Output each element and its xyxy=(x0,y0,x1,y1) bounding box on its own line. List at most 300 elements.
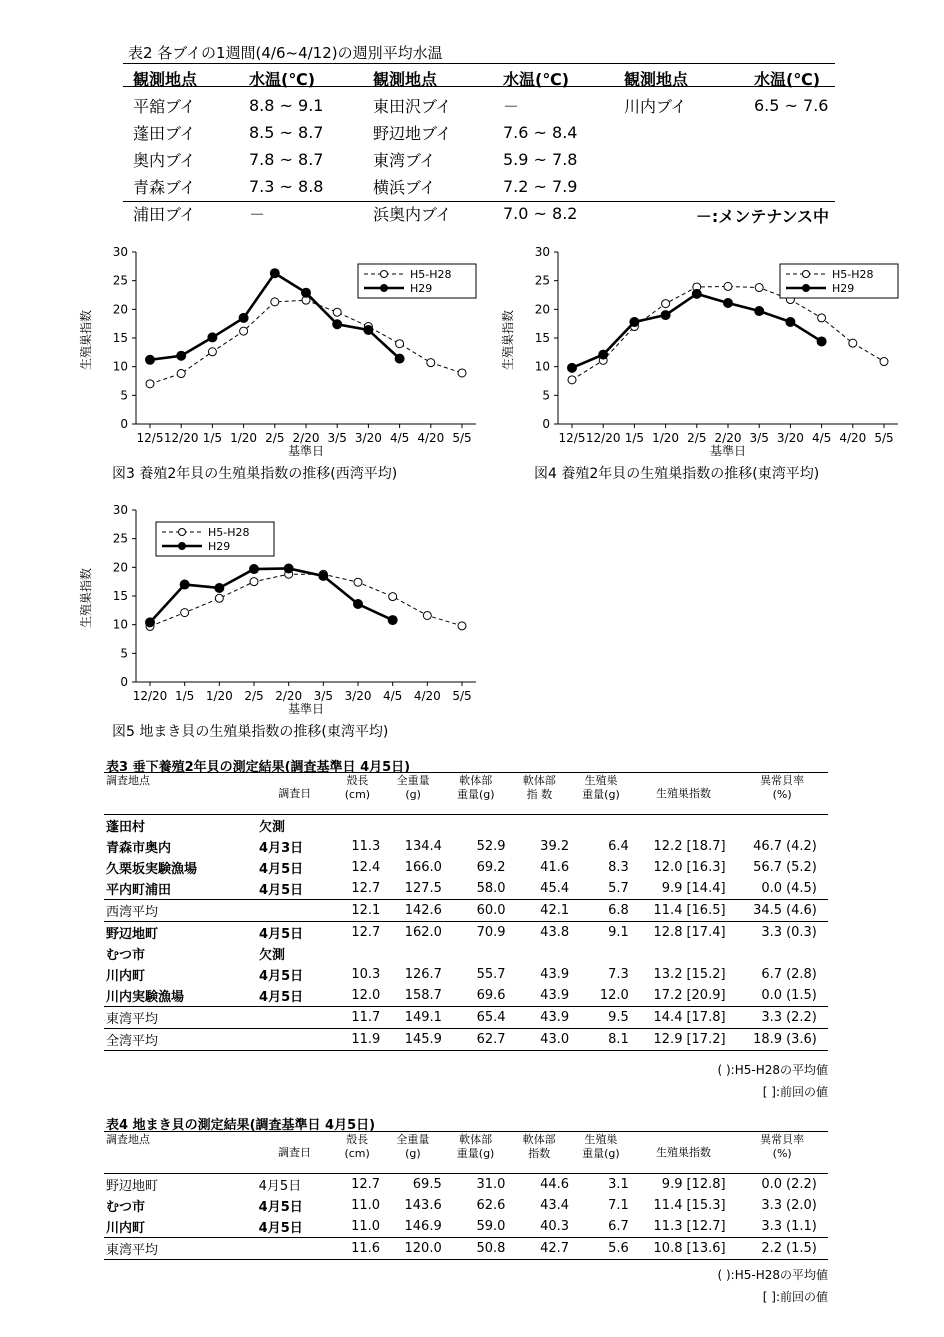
table2-cell: － xyxy=(249,205,266,224)
series-point xyxy=(271,298,279,306)
table2-cell: 5.9 ~ 7.8 xyxy=(503,150,578,169)
table4-cell-date xyxy=(257,1238,333,1260)
table3-cell-softidx: 43.9 xyxy=(508,985,572,1007)
table3 xyxy=(104,774,828,1051)
table3-cell-shell xyxy=(333,815,383,836)
table3-cell-date: 欠測 xyxy=(259,948,286,963)
table3-cell-gi xyxy=(631,943,685,964)
table3-cell-gi_prev: [15.2] xyxy=(686,967,726,982)
table3-cell-soft: 62.7 xyxy=(444,1029,508,1051)
series-point xyxy=(354,600,363,609)
table2-note: －:メンテナンス中 xyxy=(695,207,829,226)
table3-cell-date xyxy=(257,1007,333,1029)
x-axis-label: 基準日 xyxy=(709,444,747,458)
x-tick-label: 1/20 xyxy=(652,431,680,445)
y-tick-label: 20 xyxy=(112,302,128,317)
table3-cell-weight: 126.7 xyxy=(404,967,442,982)
series-point xyxy=(354,578,362,586)
table4-cell-gon: 6.7 xyxy=(571,1216,631,1238)
table3-cell-ab_avg xyxy=(784,815,828,836)
chart-fig4 xyxy=(500,240,920,490)
table4-row xyxy=(104,1174,828,1195)
table4-note-avg: ( ):H5-H28の平均値 xyxy=(717,1268,828,1282)
table3-cell-gi: 17.2 xyxy=(631,985,685,1007)
y-tick-label: 0 xyxy=(542,417,550,431)
series-point xyxy=(568,363,577,372)
table3-cell-softidx xyxy=(508,815,572,836)
table3-cell-gi_prev: [16.5] xyxy=(684,900,736,922)
series-point xyxy=(208,348,216,356)
series-point xyxy=(817,337,826,346)
table4-cell-name: 東湾平均 xyxy=(104,1238,257,1260)
table4-cell-softidx: 44.6 xyxy=(540,1177,570,1192)
table3-cell-weight: 162.0 xyxy=(382,922,444,944)
table4-row xyxy=(104,1238,828,1260)
x-tick-label: 1/5 xyxy=(202,431,223,445)
table3-cell-softidx: 45.4 xyxy=(508,878,572,900)
table3-cell-date: 欠測 xyxy=(259,820,286,835)
series-point xyxy=(250,578,258,586)
table2-cell: 8.8 ~ 9.1 xyxy=(249,96,324,115)
x-tick-label: 2/5 xyxy=(687,431,707,445)
table3-cell-soft: 58.0 xyxy=(444,878,508,900)
table3-cell-weight xyxy=(382,815,444,836)
table3-cell-shell: 12.4 xyxy=(351,860,381,875)
y-tick-label: 30 xyxy=(112,245,128,259)
table2-cell: 観測地点 xyxy=(133,70,198,89)
table3-cell-name: 川内実験漁場 xyxy=(104,985,257,1007)
table4-cell-gon: 3.1 xyxy=(608,1177,629,1192)
table4-cell-gi: 9.9 xyxy=(661,1177,683,1192)
table4-cell-gon: 7.1 xyxy=(608,1198,629,1213)
chart-title: 図5 地まき貝の生殖巣指数の推移(東湾平均) xyxy=(112,724,389,740)
y-tick-label: 25 xyxy=(112,531,128,546)
table4-header-cell: 調査地点 xyxy=(106,1133,150,1146)
table4-cell-ab_avg: (1.5) xyxy=(784,1238,828,1260)
table4-cell-date: 4月5日 xyxy=(258,1200,303,1215)
table3-cell-name: 川内町 xyxy=(106,969,146,984)
table2-cell: 東湾ブイ xyxy=(373,151,436,170)
table3-cell-gon: 7.3 xyxy=(608,967,629,982)
table4-header-cell: 調査日 xyxy=(277,1146,311,1159)
table2-cell xyxy=(623,174,751,199)
table3-cell-ab_avg: (5.2) xyxy=(786,860,817,875)
series-point xyxy=(177,370,185,378)
series-point xyxy=(388,616,397,625)
table3-cell-shell xyxy=(333,943,383,964)
x-tick-label: 1/5 xyxy=(624,431,645,445)
y-tick-label: 10 xyxy=(112,617,128,632)
x-tick-label: 2/20 xyxy=(275,689,303,703)
table3-cell-gi_prev: [17.4] xyxy=(684,922,736,944)
table4-header-cell: 軟体部 重量(g) xyxy=(456,1133,495,1160)
table3-cell-gon: 12.0 xyxy=(571,985,631,1007)
x-tick-label: 5/5 xyxy=(452,689,472,703)
table2-cell: 平舘ブイ xyxy=(133,97,196,116)
table3-cell-date: 4月5日 xyxy=(257,922,333,944)
x-tick-label: 4/20 xyxy=(413,689,441,703)
series-point xyxy=(724,282,732,290)
table3-cell-gi_prev: [14.4] xyxy=(684,878,736,900)
table3-cell-softidx: 43.9 xyxy=(508,1007,572,1029)
table2-cell: 野辺地ブイ xyxy=(373,124,452,143)
table4-cell-gi: 11.4 xyxy=(653,1198,683,1213)
table3-cell-name: むつ市 xyxy=(106,948,146,963)
y-tick-label: 10 xyxy=(534,359,550,374)
table3-row xyxy=(104,922,828,944)
table3-cell-shell: 12.7 xyxy=(333,878,383,900)
table3-cell-name: 野辺地町 xyxy=(104,922,257,944)
table3-cell-gi: 9.9 xyxy=(631,878,685,900)
series-point xyxy=(849,339,857,347)
table3-cell-ab_avg: (2.8) xyxy=(786,967,817,982)
table3-cell-softidx: 42.1 xyxy=(508,900,572,922)
y-tick-label: 5 xyxy=(542,388,550,403)
table4-cell-ab_avg: (1.1) xyxy=(784,1216,828,1238)
table4-cell-ab: 3.3 xyxy=(761,1198,783,1213)
x-tick-label: 4/5 xyxy=(811,431,832,445)
table2-cell: 水温(℃) xyxy=(503,70,570,89)
table3-cell-softidx xyxy=(508,943,572,964)
x-tick-label: 3/5 xyxy=(327,431,347,445)
table3-cell-shell: 11.9 xyxy=(333,1029,383,1051)
table3-cell-shell: 10.3 xyxy=(351,967,381,982)
chart-fig3 xyxy=(78,240,498,490)
x-tick-label: 5/5 xyxy=(874,431,894,445)
table3-cell-gi: 14.4 xyxy=(631,1007,685,1029)
table4-cell-weight: 69.5 xyxy=(412,1177,442,1192)
x-tick-label: 3/5 xyxy=(749,431,769,445)
x-tick-label: 3/5 xyxy=(313,689,333,703)
series-point xyxy=(692,289,701,298)
x-tick-label: 4/20 xyxy=(839,431,867,445)
table3-cell-weight: 166.0 xyxy=(404,860,442,875)
table2-cell xyxy=(753,120,855,145)
table3-cell-ab_avg: (3.6) xyxy=(784,1029,828,1051)
x-tick-label: 1/20 xyxy=(205,689,233,703)
table3-cell-soft: 65.4 xyxy=(444,1007,508,1029)
legend-swatch-marker xyxy=(179,543,186,550)
table3-cell-gon: 9.1 xyxy=(571,922,631,944)
series-point xyxy=(146,618,155,627)
table3-cell-ab: 0.0 xyxy=(736,878,784,900)
table2-cell xyxy=(753,147,855,172)
table3-cell-name: 青森市奥内 xyxy=(106,841,172,856)
table4-cell-gi_prev: [12.8] xyxy=(686,1177,726,1192)
table3-cell-gi: 11.4 xyxy=(631,900,685,922)
chart-fig5 xyxy=(78,498,498,748)
series-point xyxy=(880,358,888,366)
table3-cell-gi_prev: [20.9] xyxy=(684,985,736,1007)
table4-cell-softidx: 43.4 xyxy=(540,1198,570,1213)
table3-cell-ab_avg: (1.5) xyxy=(784,985,828,1007)
table4-cell-date: 4月5日 xyxy=(258,1179,302,1194)
table3-cell-gon: 6.8 xyxy=(571,900,631,922)
table4-cell-gi_prev: [15.3] xyxy=(686,1198,726,1213)
table4-cell-name: 野辺地町 xyxy=(106,1179,159,1194)
table3-cell-gi xyxy=(631,815,685,836)
table4-header-cell: 生殖巣 重量(g) xyxy=(582,1133,620,1160)
table3-cell-ab: 6.7 xyxy=(761,967,783,982)
series-point xyxy=(215,583,224,592)
table3-cell-weight: 134.4 xyxy=(404,839,442,854)
x-axis-label: 基準日 xyxy=(287,702,325,716)
table3-cell-name: 蓬田村 xyxy=(106,820,146,835)
table4-cell-weight: 146.9 xyxy=(382,1216,444,1238)
table3-row xyxy=(104,815,828,836)
series-point xyxy=(364,325,373,334)
table3-title: 表3 垂下養殖2年貝の測定結果(調査基準日 4月5日) xyxy=(106,760,411,775)
table3-cell-softidx: 43.8 xyxy=(508,922,572,944)
series-point xyxy=(208,333,217,342)
table3-cell-shell: 12.7 xyxy=(333,922,383,944)
table3-header-cell: 軟体部 指 数 xyxy=(522,774,556,801)
table3-cell-date: 4月5日 xyxy=(257,985,333,1007)
x-tick-label: 1/5 xyxy=(175,689,195,703)
series-line xyxy=(572,294,822,368)
table3-cell-soft: 60.0 xyxy=(444,900,508,922)
table4-note-prev: [ ]:前回の値 xyxy=(762,1290,828,1304)
table3-cell-weight: 158.7 xyxy=(382,985,444,1007)
table4-cell-shell: 12.7 xyxy=(351,1177,381,1192)
x-tick-label: 1/20 xyxy=(230,431,258,445)
table4-cell-ab_avg: (2.2) xyxy=(786,1177,817,1192)
table3-note-prev: [ ]:前回の値 xyxy=(762,1085,828,1099)
chart-title: 図3 養殖2年貝の生殖巣指数の推移(西湾平均) xyxy=(112,466,398,482)
table3-cell-ab xyxy=(736,815,784,836)
table2-cell: 6.5 ~ 7.6 xyxy=(754,96,829,115)
table3-row xyxy=(104,964,828,985)
table3-cell-gi_prev: [17.8] xyxy=(684,1007,736,1029)
table3-cell-gon xyxy=(571,815,631,836)
table4-cell-ab: 3.3 xyxy=(736,1216,784,1238)
series-point xyxy=(319,571,328,580)
y-axis-label: 生殖巣指数 xyxy=(79,309,93,371)
table3-cell-date: 4月3日 xyxy=(259,841,304,856)
table2-cell: 7.3 ~ 8.8 xyxy=(249,177,324,196)
table3-header-cell: 調査日 xyxy=(278,787,312,800)
series-point xyxy=(215,594,223,602)
series-point xyxy=(250,565,259,574)
y-tick-label: 20 xyxy=(112,560,128,575)
table3-cell-soft xyxy=(444,943,508,964)
table3-cell-gon: 9.5 xyxy=(571,1007,631,1029)
y-tick-label: 30 xyxy=(534,245,550,259)
table4-cell-weight: 120.0 xyxy=(382,1238,444,1260)
series-point xyxy=(458,622,466,630)
table4-cell-weight: 143.6 xyxy=(404,1198,442,1213)
table3-cell-gi_prev xyxy=(684,815,736,836)
table3-cell-gon: 6.4 xyxy=(608,839,629,854)
series-point xyxy=(240,327,248,335)
series-point xyxy=(423,611,431,619)
series-point xyxy=(333,320,342,329)
series-point xyxy=(662,300,670,308)
table3-cell-gon xyxy=(571,943,631,964)
table4-cell-name: 川内町 xyxy=(104,1216,257,1238)
table2-cell: 浦田ブイ xyxy=(133,205,196,224)
series-point xyxy=(818,314,826,322)
series-point xyxy=(333,308,341,316)
table2-cell: 8.5 ~ 8.7 xyxy=(249,123,324,142)
table3-cell-gon: 5.7 xyxy=(571,878,631,900)
table3-row xyxy=(104,1029,828,1051)
table4-cell-shell: 11.6 xyxy=(332,1238,382,1260)
table4-cell-shell: 11.0 xyxy=(332,1216,382,1238)
table2-cell: 7.0 ~ 8.2 xyxy=(503,204,578,223)
table3-cell-gi: 12.8 xyxy=(631,922,685,944)
y-tick-label: 5 xyxy=(120,646,128,661)
series-line xyxy=(150,574,462,626)
table3-row xyxy=(104,943,828,964)
legend-swatch-marker xyxy=(803,271,810,278)
table3-cell-soft: 69.2 xyxy=(476,860,506,875)
table3-cell-ab_avg: (0.3) xyxy=(784,922,828,944)
table2-cell: 観測地点 xyxy=(373,70,438,89)
table4-row xyxy=(104,1195,828,1216)
table3-cell-soft xyxy=(444,815,508,836)
x-tick-label: 5/5 xyxy=(452,431,472,445)
legend-swatch-marker xyxy=(803,285,810,292)
series-point xyxy=(395,354,404,363)
table4-cell-ab: 0.0 xyxy=(761,1177,783,1192)
table3-cell-soft: 52.9 xyxy=(476,839,506,854)
series-point xyxy=(755,307,764,316)
table4-header-cell: 殻長 (cm) xyxy=(344,1133,370,1160)
table3-cell-ab xyxy=(736,943,784,964)
legend-label: H29 xyxy=(410,282,433,295)
table3-cell-date: 4月5日 xyxy=(259,862,304,877)
table3-cell-gi: 13.2 xyxy=(653,967,683,982)
y-tick-label: 15 xyxy=(112,331,128,345)
table3-cell-ab: 34.5 xyxy=(736,900,784,922)
table3-cell-weight: 149.1 xyxy=(382,1007,444,1029)
table3-cell-softidx: 39.2 xyxy=(540,839,570,854)
table3-cell-ab_avg: (4.2) xyxy=(786,839,817,854)
table4-cell-gon: 5.6 xyxy=(571,1238,631,1260)
series-point xyxy=(755,284,763,292)
y-tick-label: 0 xyxy=(120,417,128,431)
table3-cell-gi: 12.0 xyxy=(653,860,683,875)
table3-header-cell: 全重量 (g) xyxy=(396,774,430,801)
table3-cell-shell: 11.7 xyxy=(333,1007,383,1029)
legend-label: H5-H28 xyxy=(208,526,250,539)
table3-cell-ab_avg: (4.5) xyxy=(784,878,828,900)
table3-cell-date xyxy=(257,1029,333,1051)
series-point xyxy=(724,299,733,308)
series-point xyxy=(302,288,311,297)
table4-cell-gi_prev: [12.7] xyxy=(684,1216,736,1238)
series-point xyxy=(396,340,404,348)
table4-cell-soft: 31.0 xyxy=(476,1177,506,1192)
table2-cell xyxy=(753,174,855,199)
table3-cell-date: 4月5日 xyxy=(259,969,304,984)
table3-cell-name: 久栗坂実験漁場 xyxy=(106,862,198,877)
table4 xyxy=(104,1133,828,1260)
series-point xyxy=(389,593,397,601)
table3-cell-shell: 12.1 xyxy=(333,900,383,922)
series-point xyxy=(661,311,670,320)
y-tick-label: 15 xyxy=(112,589,128,603)
table3-cell-ab_avg: (4.6) xyxy=(784,900,828,922)
table3-cell-gi_prev: [18.7] xyxy=(686,839,726,854)
table4-header-cell: 全重量 (g) xyxy=(396,1133,430,1160)
table4-cell-ab_avg: (2.0) xyxy=(786,1198,817,1213)
table4-header-cell: 生殖巣指数 xyxy=(656,1146,712,1159)
table3-cell-ab_avg: (2.2) xyxy=(784,1007,828,1029)
table2-cell: 水温(℃) xyxy=(754,70,821,89)
table3-header-cell: 調査地点 xyxy=(106,774,150,787)
legend-swatch-marker xyxy=(179,529,186,536)
series-point xyxy=(180,580,189,589)
y-axis-label: 生殖巣指数 xyxy=(501,309,515,371)
table3-cell-name: 全湾平均 xyxy=(104,1029,257,1051)
table4-title: 表4 地まき貝の測定結果(調査基準日 4月5日) xyxy=(106,1118,376,1133)
table3-cell-softidx: 41.6 xyxy=(540,860,570,875)
table3-cell-shell: 12.0 xyxy=(333,985,383,1007)
x-tick-label: 12/20 xyxy=(132,689,168,703)
table4-cell-soft: 50.8 xyxy=(444,1238,508,1260)
table4-cell-softidx: 42.7 xyxy=(507,1238,571,1260)
table3-cell-weight: 145.9 xyxy=(382,1029,444,1051)
table4-row xyxy=(104,1216,828,1238)
table3-header-cell: 殻長 (cm) xyxy=(344,774,371,801)
table3-cell-soft: 55.7 xyxy=(476,967,506,982)
y-tick-label: 10 xyxy=(112,359,128,374)
table4-cell-gi_prev: [13.6] xyxy=(684,1238,736,1260)
legend-label: H29 xyxy=(832,282,855,295)
table3-cell-ab: 3.3 xyxy=(736,1007,784,1029)
table2-cell xyxy=(623,120,751,145)
x-tick-label: 12/20 xyxy=(163,431,199,445)
series-line xyxy=(150,300,462,384)
table3-cell-gon: 8.1 xyxy=(571,1029,631,1051)
table3-cell-name: 西湾平均 xyxy=(104,900,257,922)
legend-label: H5-H28 xyxy=(832,268,874,281)
x-axis-label: 基準日 xyxy=(287,444,325,458)
legend-swatch-marker xyxy=(381,285,388,292)
table4-top-rule xyxy=(104,1131,828,1132)
table2-cell: 7.6 ~ 8.4 xyxy=(503,123,578,142)
table4-cell-gi: 10.8 xyxy=(631,1238,685,1260)
x-tick-label: 12/5 xyxy=(136,431,164,445)
table3-row xyxy=(104,900,828,922)
table3-cell-weight: 127.5 xyxy=(382,878,444,900)
table2-cell: 蓬田ブイ xyxy=(133,124,196,143)
table4-header-cell: 異常貝率 (%) xyxy=(760,1133,805,1160)
table2-cell: 浜奥内ブイ xyxy=(373,205,452,224)
table4-cell-ab: 2.2 xyxy=(736,1238,784,1260)
y-tick-label: 15 xyxy=(534,331,550,345)
table4-header-cell: 軟体部 指数 xyxy=(522,1133,556,1160)
series-point xyxy=(599,350,608,359)
table3-cell-soft: 69.6 xyxy=(444,985,508,1007)
y-tick-label: 5 xyxy=(120,388,128,403)
table2-cell: － xyxy=(503,97,520,116)
table4-cell-date: 4月5日 xyxy=(257,1216,333,1238)
y-tick-label: 30 xyxy=(112,503,128,517)
table3-header-cell: 生殖巣 重量(g) xyxy=(582,774,620,801)
table2-cell xyxy=(623,147,751,172)
table3-row xyxy=(104,857,828,878)
table3-cell-date xyxy=(257,900,333,922)
table3-row xyxy=(104,836,828,857)
x-tick-label: 2/5 xyxy=(244,689,264,703)
y-tick-label: 20 xyxy=(534,302,550,317)
table3-cell-soft: 70.9 xyxy=(444,922,508,944)
series-point xyxy=(181,609,189,617)
table2-cell: 横浜ブイ xyxy=(373,178,436,197)
